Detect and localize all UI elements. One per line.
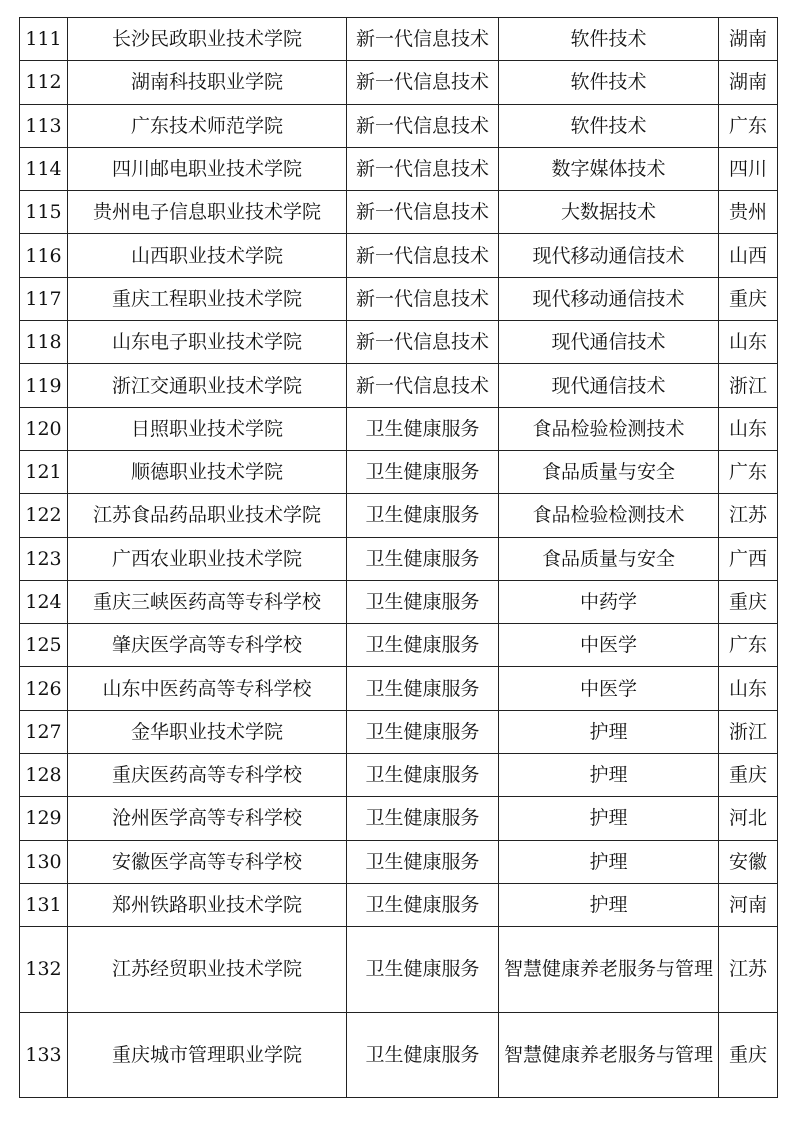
- table-row: [20, 883, 778, 926]
- row-number-cell: 121: [20, 450, 68, 493]
- industry-category-cell: 新一代信息技术: [347, 61, 499, 104]
- school-name-cell: 山西职业技术学院: [68, 234, 347, 277]
- row-number-cell: 122: [20, 494, 68, 537]
- province-cell: 山东: [719, 321, 778, 364]
- province-cell: 湖南: [719, 61, 778, 104]
- table-row: [20, 580, 778, 623]
- major-cell: 软件技术: [499, 104, 719, 147]
- major-cell: 大数据技术: [499, 191, 719, 234]
- table-row: [20, 624, 778, 667]
- table-row: [20, 494, 778, 537]
- province-cell: 重庆: [719, 580, 778, 623]
- industry-category-cell: 卫生健康服务: [347, 883, 499, 926]
- industry-category-cell: 新一代信息技术: [347, 277, 499, 320]
- school-name-cell: 重庆城市管理职业学院: [68, 1012, 347, 1098]
- table-row: [20, 104, 778, 147]
- row-number-cell: 117: [20, 277, 68, 320]
- table-row: [20, 754, 778, 797]
- row-number-cell: 131: [20, 883, 68, 926]
- province-cell: 重庆: [719, 754, 778, 797]
- province-cell: 广西: [719, 537, 778, 580]
- industry-category-cell: 卫生健康服务: [347, 624, 499, 667]
- major-cell: 护理: [499, 797, 719, 840]
- industry-category-cell: 新一代信息技术: [347, 321, 499, 364]
- industry-category-cell: 卫生健康服务: [347, 1012, 499, 1098]
- school-name-cell: 沧州医学高等专科学校: [68, 797, 347, 840]
- major-cell: 现代通信技术: [499, 364, 719, 407]
- table-row: [20, 1012, 778, 1098]
- province-cell: 重庆: [719, 1012, 778, 1098]
- major-cell: 数字媒体技术: [499, 147, 719, 190]
- major-cell: 食品检验检测技术: [499, 494, 719, 537]
- table-row: [20, 277, 778, 320]
- major-cell: 护理: [499, 710, 719, 753]
- row-number-cell: 129: [20, 797, 68, 840]
- major-cell: 中医学: [499, 624, 719, 667]
- row-number-cell: 116: [20, 234, 68, 277]
- major-cell: 食品检验检测技术: [499, 407, 719, 450]
- school-name-cell: 肇庆医学高等专科学校: [68, 624, 347, 667]
- major-cell: 现代通信技术: [499, 321, 719, 364]
- table-row: [20, 407, 778, 450]
- major-cell: 护理: [499, 754, 719, 797]
- school-name-cell: 浙江交通职业技术学院: [68, 364, 347, 407]
- major-cell: 现代移动通信技术: [499, 234, 719, 277]
- province-cell: 重庆: [719, 277, 778, 320]
- row-number-cell: 120: [20, 407, 68, 450]
- industry-category-cell: 卫生健康服务: [347, 450, 499, 493]
- province-cell: 广东: [719, 104, 778, 147]
- industry-category-cell: 新一代信息技术: [347, 234, 499, 277]
- industry-category-cell: 卫生健康服务: [347, 840, 499, 883]
- province-cell: 浙江: [719, 364, 778, 407]
- major-cell: 中药学: [499, 580, 719, 623]
- industry-category-cell: 卫生健康服务: [347, 494, 499, 537]
- school-name-cell: 金华职业技术学院: [68, 710, 347, 753]
- school-name-cell: 广东技术师范学院: [68, 104, 347, 147]
- school-name-cell: 重庆工程职业技术学院: [68, 277, 347, 320]
- school-name-cell: 日照职业技术学院: [68, 407, 347, 450]
- row-number-cell: 114: [20, 147, 68, 190]
- school-name-cell: 贵州电子信息职业技术学院: [68, 191, 347, 234]
- industry-category-cell: 卫生健康服务: [347, 927, 499, 1013]
- row-number-cell: 124: [20, 580, 68, 623]
- major-cell: 护理: [499, 840, 719, 883]
- industry-category-cell: 卫生健康服务: [347, 537, 499, 580]
- school-name-cell: 广西农业职业技术学院: [68, 537, 347, 580]
- row-number-cell: 130: [20, 840, 68, 883]
- industry-category-cell: 新一代信息技术: [347, 364, 499, 407]
- school-name-cell: 山东电子职业技术学院: [68, 321, 347, 364]
- major-cell: 软件技术: [499, 18, 719, 61]
- row-number-cell: 123: [20, 537, 68, 580]
- major-cell: 现代移动通信技术: [499, 277, 719, 320]
- industry-category-cell: 卫生健康服务: [347, 710, 499, 753]
- table-body: [20, 18, 778, 1098]
- school-name-cell: 山东中医药高等专科学校: [68, 667, 347, 710]
- row-number-cell: 128: [20, 754, 68, 797]
- row-number-cell: 115: [20, 191, 68, 234]
- major-cell: 护理: [499, 883, 719, 926]
- industry-category-cell: 卫生健康服务: [347, 797, 499, 840]
- table-row: [20, 234, 778, 277]
- province-cell: 山东: [719, 407, 778, 450]
- row-number-cell: 126: [20, 667, 68, 710]
- table-row: [20, 840, 778, 883]
- province-cell: 河南: [719, 883, 778, 926]
- table-row: [20, 537, 778, 580]
- industry-category-cell: 卫生健康服务: [347, 754, 499, 797]
- major-cell: 智慧健康养老服务与管理: [499, 1012, 719, 1098]
- province-cell: 江苏: [719, 494, 778, 537]
- table-row: [20, 710, 778, 753]
- school-name-cell: 江苏经贸职业技术学院: [68, 927, 347, 1013]
- row-number-cell: 118: [20, 321, 68, 364]
- table-row: [20, 927, 778, 1013]
- province-cell: 浙江: [719, 710, 778, 753]
- school-name-cell: 重庆三峡医药高等专科学校: [68, 580, 347, 623]
- major-cell: 软件技术: [499, 61, 719, 104]
- industry-category-cell: 新一代信息技术: [347, 104, 499, 147]
- table-row: [20, 364, 778, 407]
- province-cell: 广东: [719, 450, 778, 493]
- province-cell: 安徽: [719, 840, 778, 883]
- row-number-cell: 112: [20, 61, 68, 104]
- institution-table: [19, 17, 778, 1098]
- school-name-cell: 湖南科技职业学院: [68, 61, 347, 104]
- major-cell: 中医学: [499, 667, 719, 710]
- row-number-cell: 127: [20, 710, 68, 753]
- school-name-cell: 长沙民政职业技术学院: [68, 18, 347, 61]
- school-name-cell: 重庆医药高等专科学校: [68, 754, 347, 797]
- row-number-cell: 132: [20, 927, 68, 1013]
- industry-category-cell: 新一代信息技术: [347, 147, 499, 190]
- province-cell: 山西: [719, 234, 778, 277]
- province-cell: 广东: [719, 624, 778, 667]
- table-row: [20, 667, 778, 710]
- table-row: [20, 147, 778, 190]
- row-number-cell: 111: [20, 18, 68, 61]
- province-cell: 贵州: [719, 191, 778, 234]
- school-name-cell: 郑州铁路职业技术学院: [68, 883, 347, 926]
- major-cell: 食品质量与安全: [499, 537, 719, 580]
- table-row: [20, 191, 778, 234]
- major-cell: 智慧健康养老服务与管理: [499, 927, 719, 1013]
- table-row: [20, 797, 778, 840]
- industry-category-cell: 新一代信息技术: [347, 18, 499, 61]
- row-number-cell: 133: [20, 1012, 68, 1098]
- table-row: [20, 18, 778, 61]
- province-cell: 山东: [719, 667, 778, 710]
- school-name-cell: 四川邮电职业技术学院: [68, 147, 347, 190]
- major-cell: 食品质量与安全: [499, 450, 719, 493]
- province-cell: 四川: [719, 147, 778, 190]
- province-cell: 河北: [719, 797, 778, 840]
- school-name-cell: 江苏食品药品职业技术学院: [68, 494, 347, 537]
- industry-category-cell: 卫生健康服务: [347, 580, 499, 623]
- row-number-cell: 113: [20, 104, 68, 147]
- province-cell: 江苏: [719, 927, 778, 1013]
- province-cell: 湖南: [719, 18, 778, 61]
- row-number-cell: 125: [20, 624, 68, 667]
- table-row: [20, 450, 778, 493]
- school-name-cell: 安徽医学高等专科学校: [68, 840, 347, 883]
- table-row: [20, 321, 778, 364]
- industry-category-cell: 卫生健康服务: [347, 667, 499, 710]
- industry-category-cell: 新一代信息技术: [347, 191, 499, 234]
- table-row: [20, 61, 778, 104]
- school-name-cell: 顺德职业技术学院: [68, 450, 347, 493]
- row-number-cell: 119: [20, 364, 68, 407]
- industry-category-cell: 卫生健康服务: [347, 407, 499, 450]
